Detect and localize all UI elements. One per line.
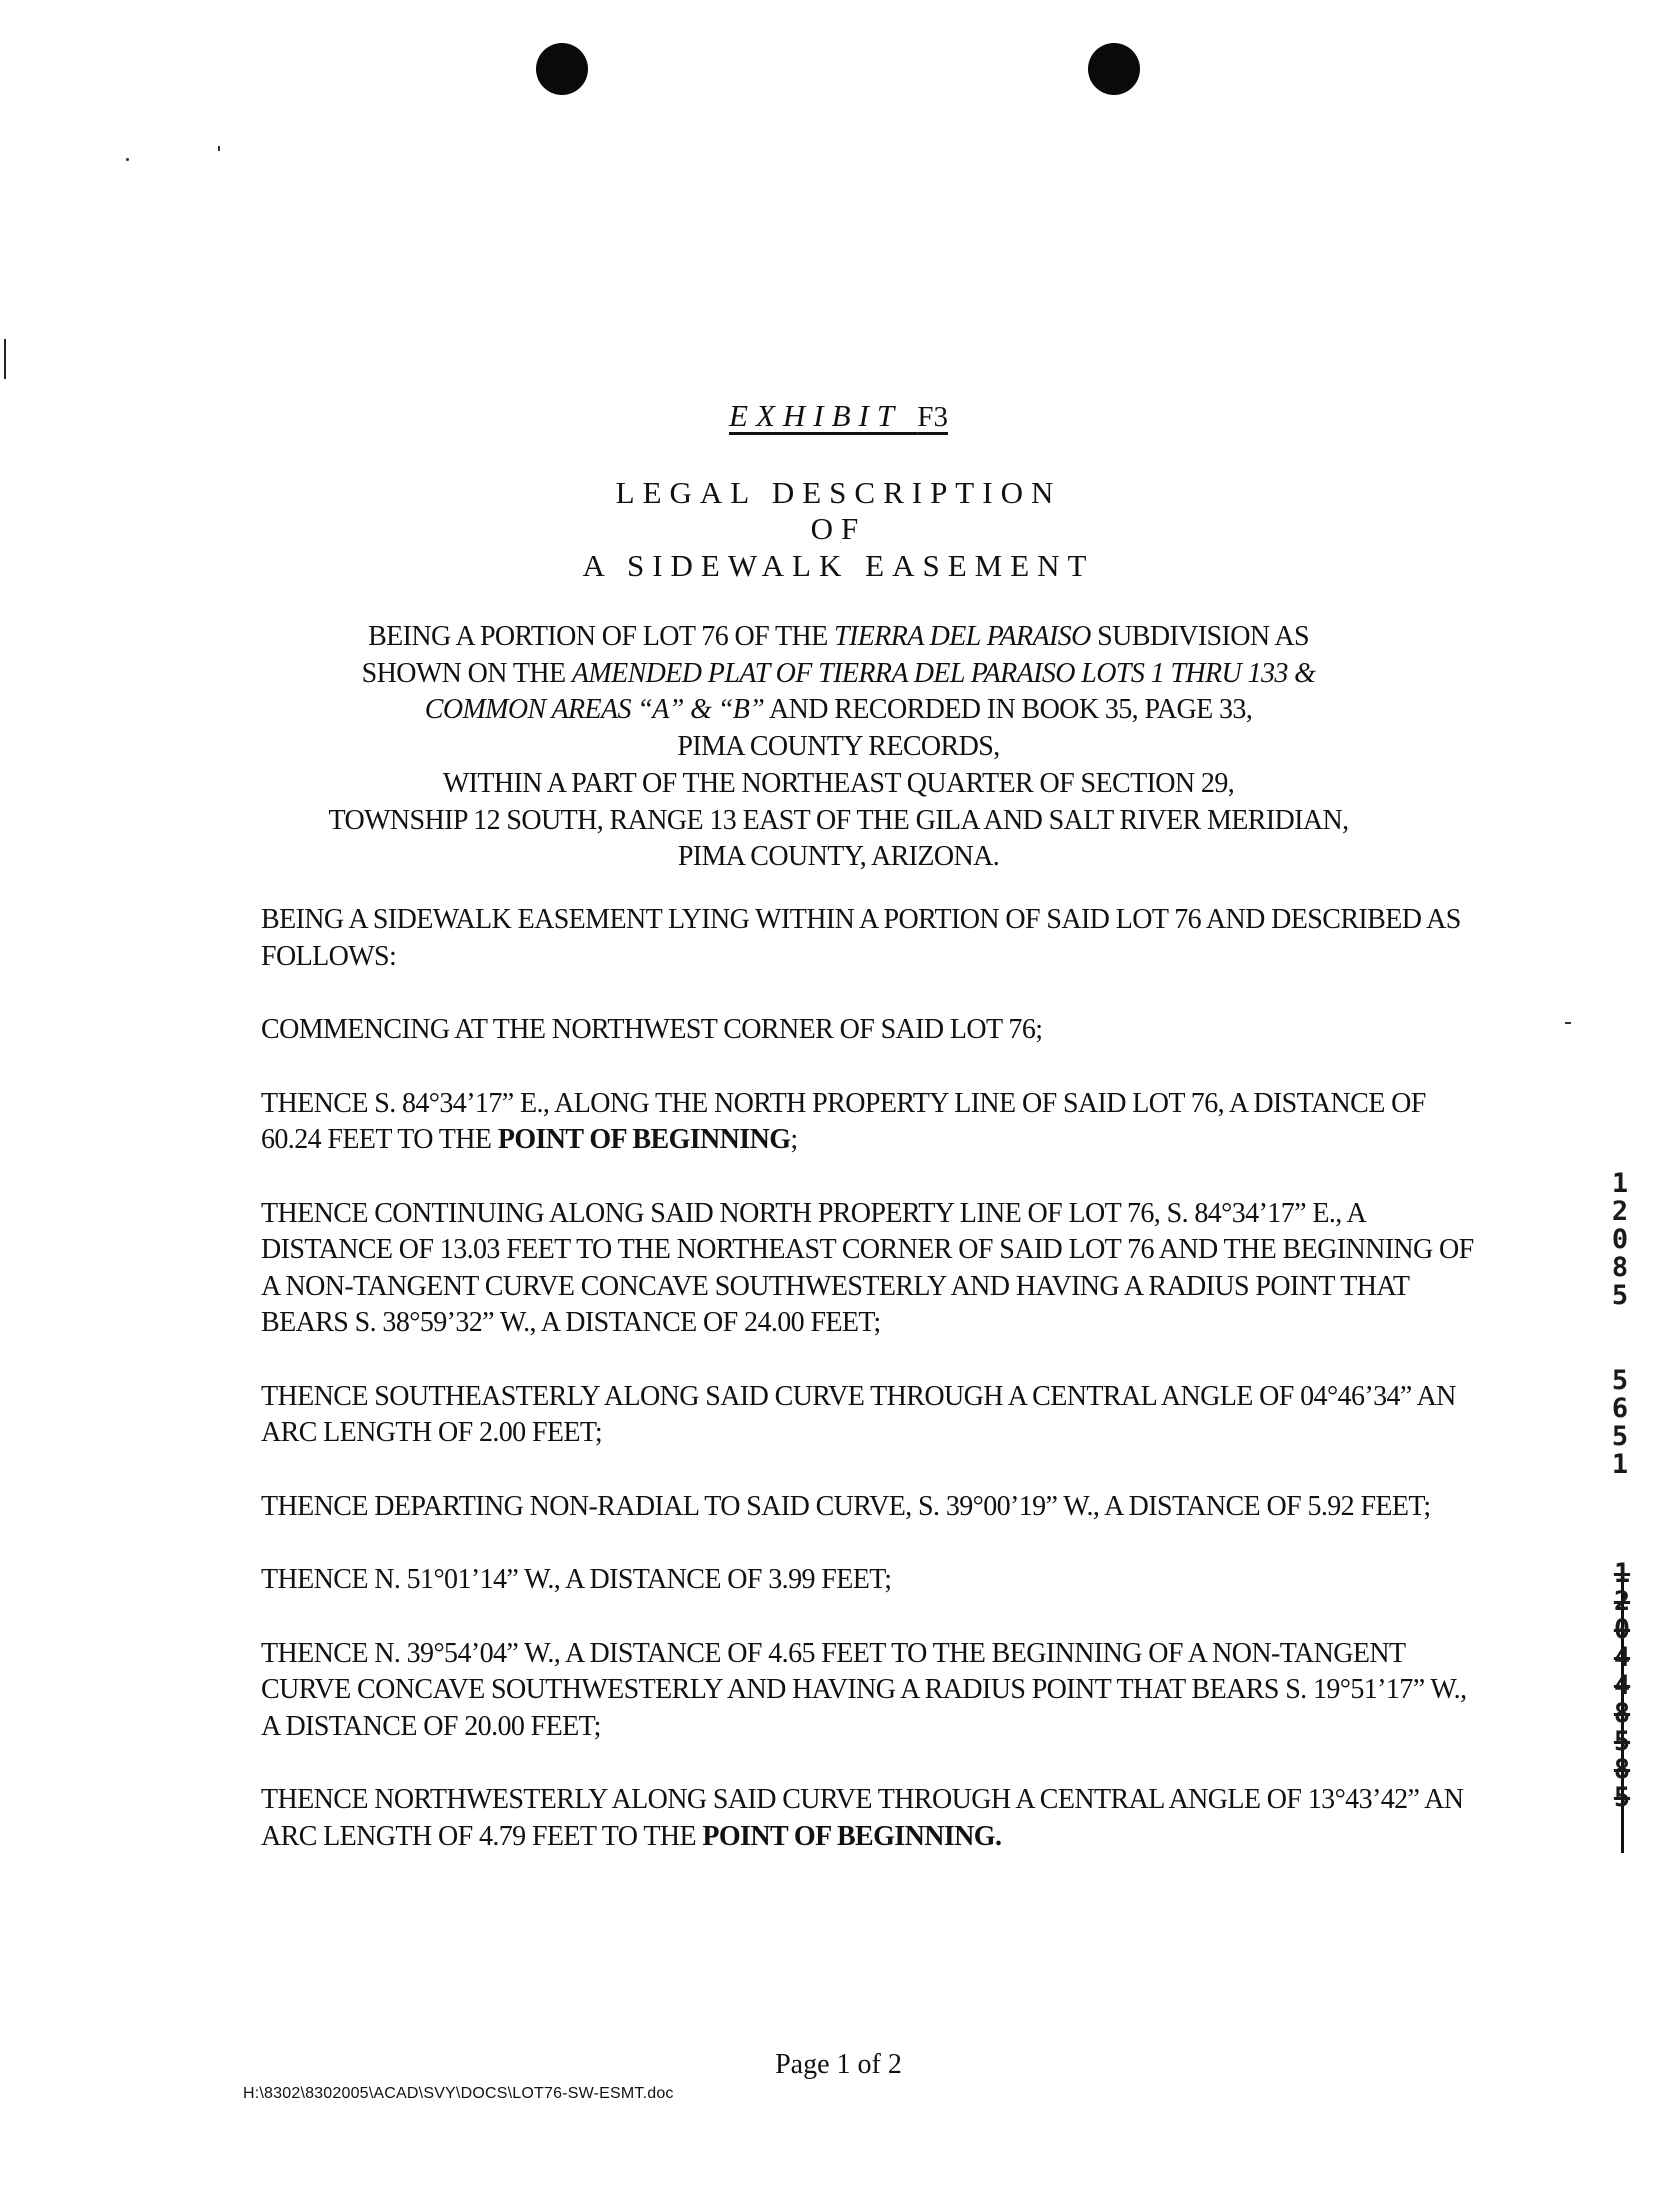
preamble-line: WITHIN A PART OF THE NORTHEAST QUARTER OF SECTION 29, (442, 767, 1235, 799)
paragraph-course-4: THENCE DEPARTING NON-RADIAL TO SAID CURVE, S. 39°00’19” W., A DISTANCE OF 5.92 FEET; (261, 1490, 1431, 1522)
paragraph-course-1 (261, 1086, 1476, 1159)
preamble-line (0, 656, 1677, 693)
stamp-digit: 8 (1613, 1698, 1631, 1729)
stamp-digit: 5 (1611, 1421, 1629, 1452)
stamp-digit: 0 (1613, 1614, 1631, 1645)
preamble-line: TOWNSHIP 12 SOUTH, RANGE 13 EAST OF THE GILA AND SALT RIVER MERIDIAN, (328, 804, 1349, 836)
paragraph-course-7 (261, 1782, 1476, 1855)
stamp-digit: 5 (1613, 1726, 1631, 1757)
stamp-digit: 2 (1611, 1196, 1629, 1227)
preamble-line (0, 619, 1677, 656)
stamp-digit: 8 (1611, 1252, 1629, 1283)
scan-speck (218, 146, 220, 151)
preamble-text: SHOWN ON THE (361, 657, 572, 689)
page-number: Page 1 of 2 (775, 2049, 902, 2080)
preamble-block (0, 619, 1677, 876)
point-of-beginning: POINT OF BEGINNING (497, 1124, 791, 1155)
stamp-digit: 0 (1611, 1224, 1629, 1255)
title-line-3: A SIDEWALK EASEMENT (582, 548, 1095, 583)
preamble-line: PIMA COUNTY RECORDS, (677, 731, 1000, 763)
stamp-digit: 5 (1611, 1280, 1629, 1311)
stamp-digit: 2 (1613, 1586, 1631, 1617)
stamp-digit: 1 (1611, 1168, 1629, 1199)
file-path: H:\8302\8302005\ACAD\SVY\DOCS\LOT76-SW-ESMT.doc (243, 2085, 674, 2102)
exhibit-number: F3 (917, 401, 948, 433)
recording-stamp-group-3 (1607, 1560, 1637, 1812)
plat-name: AMENDED PLAT OF TIERRA DEL PARAISO LOTS 1 THRU 133 & (571, 657, 1316, 689)
paragraph-commencing: COMMENCING AT THE NORTHWEST CORNER OF SAID LOT 76; (261, 1014, 1043, 1045)
stamp-digit: 5 (1611, 1365, 1629, 1396)
preamble-text: AND RECORDED IN BOOK 35, PAGE 33, (764, 694, 1253, 726)
scan-speck (1565, 1022, 1571, 1024)
preamble-text: BEING A PORTION OF LOT 76 OF THE (368, 621, 835, 652)
stamp-digit: 1 (1611, 1449, 1629, 1480)
course-text: THENCE NORTHWESTERLY ALONG SAID CURVE THROUGH A CENTRAL ANGLE OF 13°43’42” AN ARC LENGTH OF 4.79 FEET TO THE (261, 1784, 1464, 1852)
scan-edge-mark (4, 339, 6, 379)
legal-description-body (261, 902, 1476, 1892)
title-line-1: LEGAL DESCRIPTION (615, 475, 1062, 510)
paragraph-course-2: THENCE CONTINUING ALONG SAID NORTH PROPERTY LINE OF LOT 76, S. 84°34’17” E., A DISTANCE OF 13.03 FEET TO THE NORTHEAST CORNER OF SAID LOT 76 AND THE BEGINNING OF A NON-TANGENT CURVE CONCAVE SOUTHWESTERLY AND HAVING A RADIUS POINT THAT BEARS S. 38°59’32” W., A DISTANCE OF 24.00 FEET; (261, 1197, 1474, 1338)
course-text: THENCE S. 84°34’17” E., ALONG THE NORTH PROPERTY LINE OF SAID LOT 76, A DISTANCE OF 60.24 FEET TO THE (261, 1087, 1426, 1155)
exhibit-heading (0, 398, 1677, 434)
stamp-digit: 1 (1613, 1558, 1631, 1589)
title-line-2: OF (810, 511, 867, 546)
stamp-digit: 5 (1613, 1782, 1631, 1813)
scan-speck (126, 158, 129, 161)
paragraph-course-5: THENCE N. 51°01’14” W., A DISTANCE OF 3.99 FEET; (261, 1564, 892, 1595)
preamble-text: SUBDIVISION AS (1090, 621, 1309, 652)
stamp-digit: 8 (1613, 1754, 1631, 1785)
punch-hole-left (536, 43, 588, 95)
plat-name-continued: COMMON AREAS “A” & “B” (424, 694, 765, 726)
stamp-digit: 6 (1611, 1393, 1629, 1424)
preamble-line: PIMA COUNTY, ARIZONA. (677, 841, 1000, 873)
paragraph-course-6: THENCE N. 39°54’04” W., A DISTANCE OF 4.65 FEET TO THE BEGINNING OF A NON-TANGENT CURVE CONCAVE SOUTHWESTERLY AND HAVING A RADIUS POINT THAT BEARS S. 19°51’17” W., A DISTANCE OF 20.00 FEET; (261, 1637, 1467, 1742)
punch-hole-right (1088, 43, 1140, 95)
recording-stamp-group-1 (1607, 1170, 1633, 1310)
paragraph-intro: BEING A SIDEWALK EASEMENT LYING WITHIN A PORTION OF SAID LOT 76 AND DESCRIBED AS FOLLOWS: (261, 904, 1461, 972)
recording-stamp-group-2 (1607, 1367, 1633, 1479)
stamp-digit: 4 (1613, 1642, 1631, 1673)
exhibit-word: EXHIBIT (729, 398, 902, 433)
paragraph-course-3: THENCE SOUTHEASTERLY ALONG SAID CURVE THROUGH A CENTRAL ANGLE OF 04°46’34” AN ARC LENGTH OF 2.00 FEET; (261, 1380, 1456, 1448)
subdivision-name: TIERRA DEL PARAISO (834, 621, 1091, 652)
course-text-end: ; (790, 1124, 798, 1155)
point-of-beginning: POINT OF BEGINNING. (702, 1820, 1002, 1852)
preamble-line (0, 692, 1677, 729)
stamp-digit: 4 (1613, 1670, 1631, 1701)
